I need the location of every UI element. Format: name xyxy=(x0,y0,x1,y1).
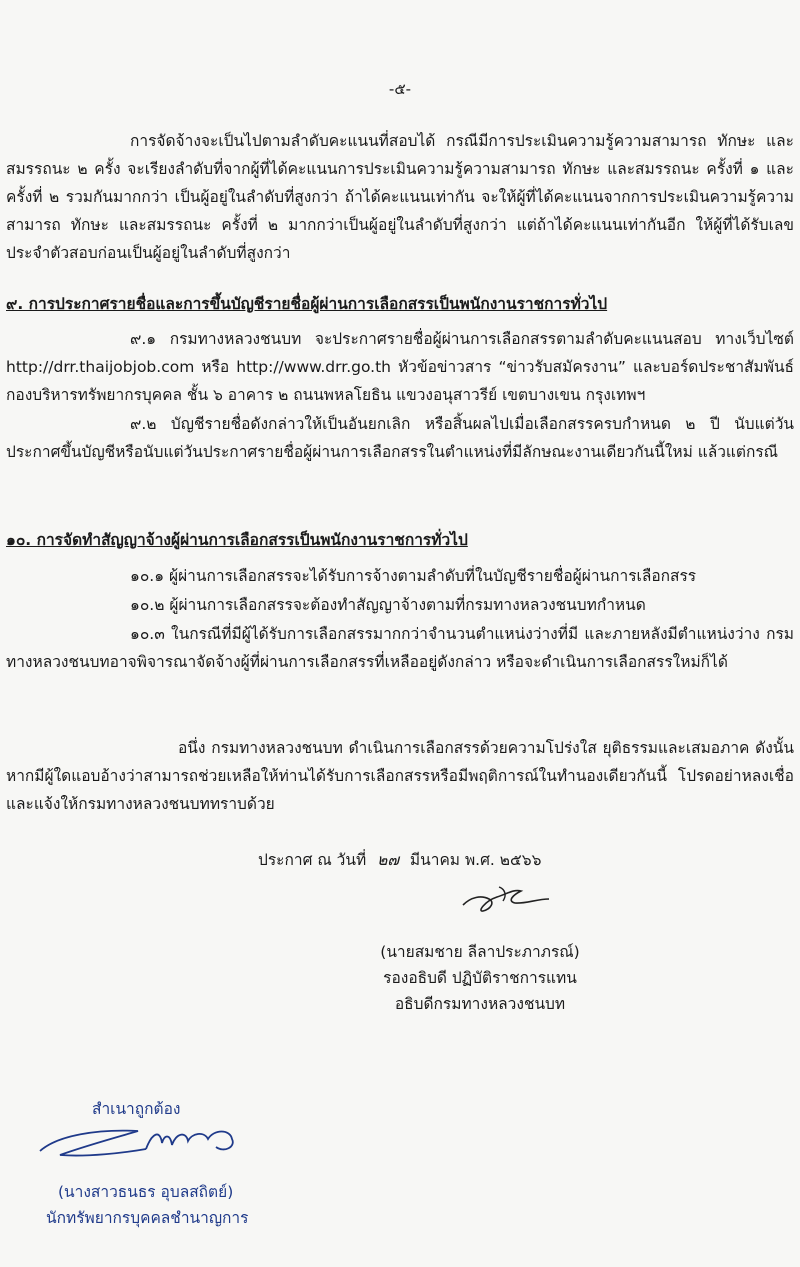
certified-label: สำเนาถูกต้อง xyxy=(92,1100,181,1118)
intro-paragraph: การจัดจ้างจะเป็นไปตามลำดับคะแนนที่สอบได้ กรณีมีการประเมินความรู้ความสามารถ ทักษะ และสมรรถนะ ๒ ครั้ง จะเรียงลำดับที่จากผู้ที่ได้คะแนนการประเมินความรู้ความสามารถ ทักษะ และสมรรถนะ ครั้งที่ ๑ และครั้งที่ ๒ รวมกันมากกว่า เป็นผู้อยู่ในลำดับที่สูงกว่า ถ้าได้คะแนนเท่ากัน จะให้ผู้ที่ได้คะแนนจากการประเมินความรู้ความสามารถ ทักษะ และสมรรถนะ ครั้งที่ ๒ มากกว่าเป็นผู้อยู่ในลำดับที่สูงกว่า แต่ถ้าได้คะแนนเท่ากันอีก ให้ผู้ที่ได้รับเลขประจำตัวสอบก่อนเป็นผู้อยู่ในลำดับที่สูงกว่า xyxy=(6,132,794,262)
closing-paragraph: อนึ่ง กรมทางหลวงชนบท ดำเนินการเลือกสรรด้วยความโปร่งใส ยุติธรรมและเสมอภาค ดังนั้น หากมีผู้ใดแอบอ้างว่าสามารถช่วยเหลือให้ท่านได้รับการเลือกสรรหรือมีพฤติการณ์ในทำนองเดียวกันนี้ โปรดอย่าหลงเชื่อและแจ้งให้กรมทางหลวงชนบททราบด้วย xyxy=(6,739,794,813)
section-10-heading: ๑๐. การจัดทำสัญญาจ้างผู้ผ่านการเลือกสรรเป็นพนักงานราชการทั่วไป xyxy=(6,531,468,549)
section-9-2-paragraph: ๙.๒ บัญชีรายชื่อดังกล่าวให้เป็นอันยกเลิก หรือสิ้นผลไปเมื่อเลือกสรรครบกำหนด ๒ ปี นับแต่วันประกาศขึ้นบัญชีหรือนับแต่วันประกาศรายชื่อผู้ผ่านการเลือกสรรในตำแหน่งที่มีลักษณะงานเดียวกันนี้ใหม่ แล้วแต่กรณี xyxy=(6,415,794,461)
signer-title-1: รองอธิบดี ปฏิบัติราชการแทน xyxy=(383,969,577,987)
announce-date-line xyxy=(258,846,541,874)
signer-signature xyxy=(455,877,555,925)
announce-suffix: มีนาคม พ.ศ. ๒๕๖๖ xyxy=(409,851,542,869)
section-10-2-paragraph: ๑๐.๒ ผู้ผ่านการเลือกสรรจะต้องทำสัญญาจ้างตามที่กรมทางหลวงชนบทกำหนด xyxy=(130,596,646,614)
section-10-3-paragraph: ๑๐.๓ ในกรณีที่มีผู้ได้รับการเลือกสรรมากกว่าจำนวนตำแหน่งว่างที่มี และภายหลังมีตำแหน่งว่าง กรมทางหลวงชนบทอาจพิจารณาจัดจ้างผู้ที่ผ่านการเลือกสรรที่เหลืออยู่ดังกล่าว หรือจะดำเนินการเลือกสรรใหม่ก็ได้ xyxy=(6,625,794,671)
certifier-signature xyxy=(28,1115,268,1175)
announce-day: ๒๗ xyxy=(377,851,399,869)
section-9-1-paragraph: ๙.๑ กรมทางหลวงชนบท จะประกาศรายชื่อผู้ผ่านการเลือกสรรตามลำดับคะแนนสอบ ทางเว็บไซต์ http://drr.thaijobjob.com หรือ http://www.drr.go.th หัวข้อข่าวสาร “ข่าวรับสมัครงาน” และบอร์ดประชาสัมพันธ์ กองบริหารทรัพยากรบุคคล ชั้น ๖ อาคาร ๒ ถนนพหลโยธิน แขวงอนุสาวรีย์ เขตบางเขน กรุงเทพฯ xyxy=(6,330,794,404)
signer-name: (นายสมชาย ลีลาประภาภรณ์) xyxy=(380,943,580,961)
certifier-title: นักทรัพยากรบุคคลชำนาญการ xyxy=(46,1209,249,1227)
certifier-name: (นางสาวธนธร อุบลสถิตย์) xyxy=(58,1183,234,1201)
signer-title-2: อธิบดีกรมทางหลวงชนบท xyxy=(394,995,566,1013)
announce-prefix: ประกาศ ณ วันที่ xyxy=(258,851,367,869)
section-9-heading: ๙. การประกาศรายชื่อและการขึ้นบัญชีรายชื่อผู้ผ่านการเลือกสรรเป็นพนักงานราชการทั่วไป xyxy=(6,295,608,313)
section-10-1-paragraph: ๑๐.๑ ผู้ผ่านการเลือกสรรจะได้รับการจ้างตามลำดับที่ในบัญชีรายชื่อผู้ผ่านการเลือกสรร xyxy=(130,567,697,585)
page-number: -๕- xyxy=(388,80,412,98)
